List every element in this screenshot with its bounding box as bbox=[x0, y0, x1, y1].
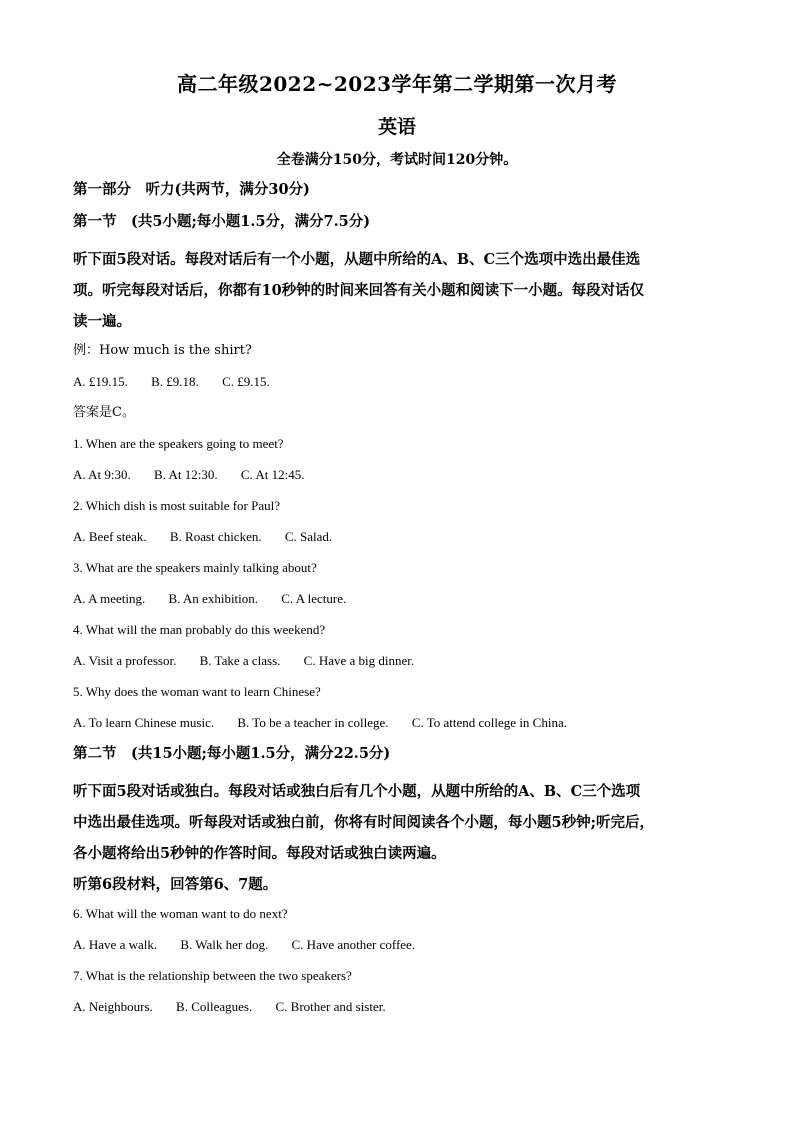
option-a: A. Have a walk. bbox=[73, 937, 158, 952]
option-c: C. At 12:45. bbox=[240, 467, 305, 482]
exam-title: 高二年级2022~2023学年第二学期第一次月考 bbox=[176, 72, 618, 96]
question-7: 7. What is the relationship between the two speakers? bbox=[73, 968, 352, 983]
score-time-note: 全卷满分150分，考试时间120分钟。 bbox=[276, 152, 518, 168]
question-2-options bbox=[73, 527, 723, 547]
example-question: 例：How much is the shirt? bbox=[73, 343, 252, 358]
option-a: A. To learn Chinese music. bbox=[73, 715, 215, 730]
section1-instructions-line: 读一遍。 bbox=[73, 313, 131, 330]
question-1-options bbox=[73, 465, 723, 485]
section2-instructions-line: 各小题将给出5秒钟的作答时间。每段对话或独白读两遍。 bbox=[73, 845, 446, 862]
question-3-options bbox=[73, 589, 723, 609]
option-c: C. Salad. bbox=[284, 529, 333, 544]
part1-heading: 第一部分 听力(共两节，满分30分) bbox=[73, 181, 310, 198]
option-c: C. Have a big dinner. bbox=[303, 653, 415, 668]
option-b: B. An exhibition. bbox=[168, 591, 259, 606]
question-4: 4. What will the man probably do this weekend? bbox=[73, 622, 326, 637]
section2-instructions-line: 听下面5段对话或独白。每段对话或独白后有几个小题，从题中所给的A、B、C三个选项 bbox=[73, 783, 641, 800]
option-a: A. A meeting. bbox=[73, 591, 146, 606]
option-a: A. Beef steak. bbox=[73, 529, 147, 544]
option-c: C. Brother and sister. bbox=[275, 999, 386, 1014]
option-b: B. Take a class. bbox=[199, 653, 281, 668]
example-answer: 答案是C。 bbox=[73, 405, 135, 420]
option-c: C. £9.15. bbox=[222, 374, 270, 389]
option-a: A. Visit a professor. bbox=[73, 653, 177, 668]
question-3: 3. What are the speakers mainly talking about? bbox=[73, 560, 317, 575]
section2-heading: 第二节 (共15小题;每小题1.5分，满分22.5分) bbox=[73, 745, 391, 762]
section1-instructions-line: 听下面5段对话。每段对话后有一个小题，从题中所给的A、B、C三个选项中选出最佳选 bbox=[73, 251, 641, 268]
material-6-heading: 听第6段材料，回答第6、7题。 bbox=[73, 876, 278, 893]
question-7-options bbox=[73, 997, 723, 1017]
option-b: B. £9.18. bbox=[151, 374, 199, 389]
option-b: B. At 12:30. bbox=[154, 467, 218, 482]
option-a: A. Neighbours. bbox=[73, 999, 153, 1014]
option-c: C. A lecture. bbox=[281, 591, 347, 606]
question-1: 1. When are the speakers going to meet? bbox=[73, 436, 284, 451]
option-c: C. Have another coffee. bbox=[291, 937, 416, 952]
option-a: A. At 9:30. bbox=[73, 467, 131, 482]
option-b: B. Walk her dog. bbox=[180, 937, 269, 952]
exam-content bbox=[73, 180, 723, 1028]
question-5: 5. Why does the woman want to learn Chinese? bbox=[73, 684, 321, 699]
option-c: C. To attend college in China. bbox=[411, 715, 567, 730]
example-options bbox=[73, 372, 723, 392]
question-6: 6. What will the woman want to do next? bbox=[73, 906, 288, 921]
question-2: 2. Which dish is most suitable for Paul? bbox=[73, 498, 281, 513]
option-a: A. £19.15. bbox=[73, 374, 128, 389]
question-4-options bbox=[73, 651, 723, 671]
question-6-options bbox=[73, 935, 723, 955]
section1-instructions-line: 项。听完每段对话后，你都有10秒钟的时间来回答有关小题和阅读下一小题。每段对话仅 bbox=[73, 282, 645, 299]
section2-instructions-line: 中选出最佳选项。听每段对话或独白前，你将有时间阅读各个小题，每小题5秒钟;听完后， bbox=[73, 814, 654, 831]
question-5-options bbox=[73, 713, 723, 733]
exam-subject: 英语 bbox=[377, 116, 416, 138]
option-b: B. To be a teacher in college. bbox=[237, 715, 389, 730]
section1-heading: 第一节 (共5小题;每小题1.5分，满分7.5分) bbox=[73, 213, 371, 230]
option-b: B. Roast chicken. bbox=[169, 529, 262, 544]
option-b: B. Colleagues. bbox=[176, 999, 253, 1014]
